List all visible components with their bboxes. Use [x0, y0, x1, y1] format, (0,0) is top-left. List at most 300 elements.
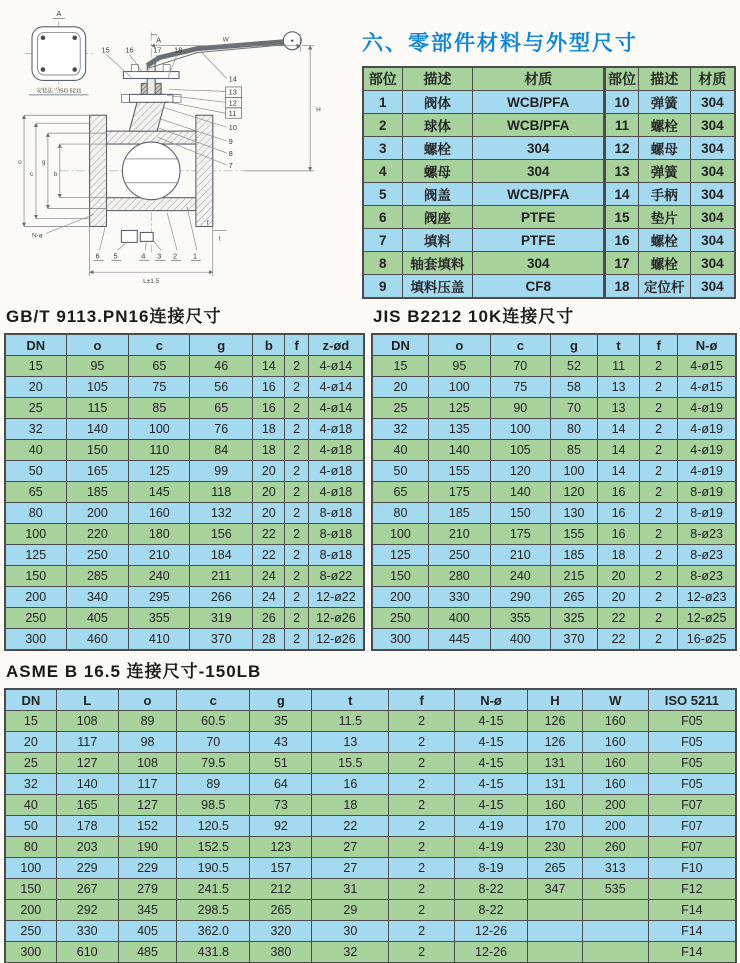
column-header: 材质 [690, 67, 735, 91]
table-cell: 2 [285, 419, 308, 440]
table-cell: 18 [253, 419, 285, 440]
table-cell: F12 [648, 879, 736, 900]
table-cell: 4-ø15 [678, 356, 736, 377]
table-cell: 12 [605, 137, 638, 160]
table-cell: 160 [582, 753, 648, 774]
gbt-pn16-section [4, 302, 365, 651]
table-cell: 170 [528, 816, 583, 837]
table-cell: 160 [129, 503, 190, 524]
table-cell: 2 [640, 545, 678, 566]
table-cell: 2 [389, 879, 455, 900]
table-cell: 304 [690, 229, 735, 252]
part-callout: 5 [113, 251, 118, 261]
table-cell [528, 921, 583, 942]
table-cell: 14 [598, 419, 640, 440]
table-cell: 20 [253, 503, 285, 524]
table-cell: 18 [598, 545, 640, 566]
table-row [372, 503, 736, 524]
table-cell: 180 [129, 524, 190, 545]
table-cell: 16 [253, 377, 285, 398]
table-row [5, 774, 736, 795]
column-header: f [389, 689, 455, 711]
table-cell: 292 [56, 900, 118, 921]
table-cell: F10 [648, 858, 736, 879]
table-cell: 160 [582, 774, 648, 795]
table-cell: 80 [5, 837, 56, 858]
dim-f: f [206, 219, 209, 227]
table-cell: 2 [285, 524, 308, 545]
table-cell: 2 [285, 608, 308, 629]
table-cell: 285 [66, 566, 129, 587]
table-cell: 螺母 [402, 160, 473, 183]
table-cell: 阀座 [402, 206, 473, 229]
table-cell: 89 [177, 774, 250, 795]
table-cell: 92 [250, 816, 312, 837]
table-cell: 123 [250, 837, 312, 858]
column-header: f [640, 334, 678, 356]
table-cell: 4-ø15 [678, 377, 736, 398]
table-cell: 13 [598, 377, 640, 398]
table-cell: 185 [428, 503, 490, 524]
iso5211-note: 安装法兰ISO 5211 [36, 88, 82, 95]
column-header: 描述 [638, 67, 690, 91]
table-cell: 4-15 [455, 732, 528, 753]
table-row [5, 816, 736, 837]
section-title-jis: JIS B2212 10K连接尺寸 [373, 307, 575, 326]
table-cell: F14 [648, 900, 736, 921]
table-cell: 100 [550, 461, 597, 482]
table-cell: F14 [648, 942, 736, 963]
table-row [5, 503, 364, 524]
table-cell: 6 [363, 206, 402, 229]
table-cell: 2 [640, 629, 678, 651]
part-callout: 16 [125, 45, 134, 55]
table-cell: 150 [66, 440, 129, 461]
table-row [363, 160, 735, 183]
table-cell: 11.5 [312, 711, 389, 732]
table-cell: 319 [190, 608, 253, 629]
table-cell: 190.5 [177, 858, 250, 879]
table-cell: 4-ø18 [308, 440, 364, 461]
table-cell: 轴套填料 [402, 252, 473, 275]
table-cell: 117 [56, 732, 118, 753]
table-cell: 2 [389, 921, 455, 942]
table-cell: 355 [490, 608, 550, 629]
table-cell: 215 [550, 566, 597, 587]
part-callout: 15 [101, 45, 110, 55]
table-cell: 2 [389, 732, 455, 753]
table-cell: 117 [118, 774, 176, 795]
table-cell: 145 [129, 482, 190, 503]
table-cell: 14 [605, 183, 638, 206]
table-row [5, 566, 364, 587]
table-cell: 211 [190, 566, 253, 587]
table-cell: 95 [66, 356, 129, 377]
dim-h: H [316, 106, 321, 114]
table-cell [582, 900, 648, 921]
table-cell: 185 [66, 482, 129, 503]
table-cell: 156 [190, 524, 253, 545]
part-callout: 7 [228, 160, 233, 170]
table-cell: 295 [129, 587, 190, 608]
table-cell: 304 [690, 275, 735, 299]
table-cell: 65 [372, 482, 428, 503]
table-cell: 22 [253, 524, 285, 545]
table-cell: WCB/PFA [473, 183, 605, 206]
table-cell: 2 [389, 816, 455, 837]
table-cell: 313 [582, 858, 648, 879]
table-cell: 12-ø25 [678, 608, 736, 629]
ball [122, 142, 180, 200]
table-cell: 200 [582, 795, 648, 816]
table-cell: 16 [598, 524, 640, 545]
table-cell: 8-ø23 [678, 566, 736, 587]
table-cell: 300 [372, 629, 428, 651]
table-cell: 阀盖 [402, 183, 473, 206]
column-header: t [598, 334, 640, 356]
table-row [363, 91, 735, 114]
table-cell: 20 [5, 377, 66, 398]
column-header: DN [5, 689, 56, 711]
table-cell: 螺栓 [402, 137, 473, 160]
table-cell: 4-15 [455, 795, 528, 816]
table-cell: 266 [190, 587, 253, 608]
table-cell: 15 [5, 711, 56, 732]
table-cell: 108 [56, 711, 118, 732]
table-cell: 40 [5, 795, 56, 816]
table-cell: 150 [5, 566, 66, 587]
table-cell: 75 [129, 377, 190, 398]
table-cell: 13 [605, 160, 638, 183]
table-cell: 2 [640, 419, 678, 440]
column-header: g [250, 689, 312, 711]
table-cell: 22 [598, 629, 640, 651]
asme-150lb-table [4, 688, 737, 963]
table-row [5, 900, 736, 921]
table-cell: 阀体 [402, 91, 473, 114]
table-cell: 2 [285, 377, 308, 398]
column-header: g [550, 334, 597, 356]
table-cell: 150 [490, 503, 550, 524]
table-cell: 27 [312, 858, 389, 879]
table-cell: 50 [5, 816, 56, 837]
table-cell: 31 [312, 879, 389, 900]
table-cell: 260 [582, 837, 648, 858]
bonnet [129, 101, 165, 131]
table-cell: 2 [285, 629, 308, 651]
table-cell: 127 [118, 795, 176, 816]
table-cell: 330 [428, 587, 490, 608]
table-cell: 8-22 [455, 879, 528, 900]
table-cell: WCB/PFA [473, 114, 605, 137]
table-cell: 132 [190, 503, 253, 524]
table-cell: 1 [363, 91, 402, 114]
table-row [363, 252, 735, 275]
table-cell: 填料压盖 [402, 275, 473, 299]
table-cell: 32 [5, 774, 56, 795]
table-cell: 184 [190, 545, 253, 566]
table-cell: 178 [56, 816, 118, 837]
table-cell: 320 [250, 921, 312, 942]
table-cell: 16 [605, 229, 638, 252]
table-cell: 9 [363, 275, 402, 299]
dim-t: t [218, 235, 221, 243]
table-cell: 15 [5, 356, 66, 377]
table-cell: 98 [118, 732, 176, 753]
parts-material-table [362, 66, 736, 299]
table-cell: F05 [648, 774, 736, 795]
table-cell: 250 [428, 545, 490, 566]
table-row [5, 837, 736, 858]
asme-150lb-section [4, 657, 737, 963]
table-cell: 70 [177, 732, 250, 753]
table-cell: 32 [312, 942, 389, 963]
table-row [5, 356, 364, 377]
table-cell: 2 [285, 566, 308, 587]
part-callout: 9 [228, 137, 233, 147]
table-cell: 2 [389, 942, 455, 963]
table-cell: 120 [550, 482, 597, 503]
table-cell: 347 [528, 879, 583, 900]
table-row [363, 229, 735, 252]
table-cell: 51 [250, 753, 312, 774]
table-cell: 22 [598, 608, 640, 629]
table-cell: 定位杆 [638, 275, 690, 299]
table-cell: 15 [372, 356, 428, 377]
table-row [5, 482, 364, 503]
jis-10k-table [371, 333, 737, 651]
table-cell [528, 942, 583, 963]
ball-valve-cross-section [2, 2, 360, 300]
table-cell: 325 [550, 608, 597, 629]
table-cell: 100 [5, 524, 66, 545]
table-cell: 70 [490, 356, 550, 377]
dim-l: L±1.5 [143, 278, 160, 286]
table-cell: 362.0 [177, 921, 250, 942]
table-cell: 100 [372, 524, 428, 545]
header-row [363, 67, 735, 91]
table-cell: 弹簧 [638, 91, 690, 114]
table-cell: 340 [66, 587, 129, 608]
table-cell: 手柄 [638, 183, 690, 206]
table-cell: 95 [428, 356, 490, 377]
part-callout: 18 [174, 45, 183, 55]
table-cell: 140 [428, 440, 490, 461]
table-cell: 16 [598, 482, 640, 503]
part-callout: 8 [228, 148, 233, 158]
table-cell: 175 [428, 482, 490, 503]
table-cell: 380 [250, 942, 312, 963]
table-cell: 2 [285, 482, 308, 503]
table-cell: 24 [253, 566, 285, 587]
table-cell: F07 [648, 795, 736, 816]
table-cell: 240 [129, 566, 190, 587]
table-cell: 50 [5, 461, 66, 482]
column-header: L [56, 689, 118, 711]
table-cell: F05 [648, 732, 736, 753]
table-cell: 18 [312, 795, 389, 816]
table-cell: 345 [118, 900, 176, 921]
table-cell: 2 [640, 608, 678, 629]
column-header: DN [372, 334, 428, 356]
part-callout: 4 [141, 251, 146, 261]
column-header: o [66, 334, 129, 356]
section-title-parts: 六、零部件材料与外型尺寸 [362, 32, 638, 55]
table-row [372, 461, 736, 482]
table-cell: 13 [312, 732, 389, 753]
table-cell: 58 [550, 377, 597, 398]
table-cell: 8-ø23 [678, 524, 736, 545]
table-cell: 250 [5, 608, 66, 629]
table-cell: 4-ø18 [308, 461, 364, 482]
table-cell: 150 [372, 566, 428, 587]
table-cell: 14 [598, 440, 640, 461]
drain-plug [121, 230, 137, 242]
table-cell: 200 [372, 587, 428, 608]
dim-n-holes: N-ø [31, 232, 43, 240]
mounting-plate [123, 72, 179, 79]
table-cell: F07 [648, 816, 736, 837]
table-cell: 70 [550, 398, 597, 419]
table-cell: 20 [372, 377, 428, 398]
table-cell: 185 [550, 545, 597, 566]
table-cell: 80 [550, 419, 597, 440]
table-cell: 8-ø18 [308, 545, 364, 566]
table-cell: 12-ø26 [308, 629, 364, 651]
table-cell: 2 [285, 503, 308, 524]
column-header: f [285, 334, 308, 356]
table-row [5, 440, 364, 461]
table-cell: 7 [363, 229, 402, 252]
table-cell: 203 [56, 837, 118, 858]
column-header: DN [5, 334, 66, 356]
part-callout: 12 [228, 98, 237, 108]
table-row [5, 587, 364, 608]
table-row [5, 942, 736, 963]
table-cell: 12-ø23 [678, 587, 736, 608]
table-row [5, 524, 364, 545]
table-cell: 填料 [402, 229, 473, 252]
table-cell: 84 [190, 440, 253, 461]
table-cell: 304 [473, 160, 605, 183]
table-row [363, 183, 735, 206]
table-cell: 160 [582, 732, 648, 753]
table-cell: 4-ø19 [678, 398, 736, 419]
table-cell: 2 [640, 398, 678, 419]
table-cell: 15.5 [312, 753, 389, 774]
table-cell: 100 [428, 377, 490, 398]
table-cell: 40 [372, 440, 428, 461]
table-cell: 115 [66, 398, 129, 419]
table-cell: 25 [5, 753, 56, 774]
table-cell: 405 [66, 608, 129, 629]
view-label-a: A [56, 8, 62, 18]
table-cell: 80 [372, 503, 428, 524]
column-header: 描述 [402, 67, 473, 91]
table-cell: 304 [690, 114, 735, 137]
table-cell: 2 [363, 114, 402, 137]
table-cell: 250 [66, 545, 129, 566]
part-callout: 14 [228, 74, 237, 84]
column-header: N-ø [455, 689, 528, 711]
table-cell: 8-ø18 [308, 503, 364, 524]
table-cell: 10 [605, 91, 638, 114]
table-row [5, 753, 736, 774]
table-cell: 56 [190, 377, 253, 398]
table-cell: 200 [5, 587, 66, 608]
table-cell: 12-26 [455, 942, 528, 963]
table-row [363, 275, 735, 299]
table-cell: 14 [253, 356, 285, 377]
table-cell: PTFE [473, 206, 605, 229]
table-cell: 160 [528, 795, 583, 816]
table-cell: 32 [372, 419, 428, 440]
table-cell: 100 [5, 858, 56, 879]
part-callout: 17 [153, 45, 162, 55]
valve-technical-drawing [2, 2, 360, 300]
table-cell: 304 [690, 252, 735, 275]
table-row [5, 398, 364, 419]
table-cell: 2 [285, 587, 308, 608]
table-cell: CF8 [473, 275, 605, 299]
cut-plane-label-a: A [156, 35, 162, 45]
table-cell: 265 [550, 587, 597, 608]
table-cell: 螺栓 [638, 229, 690, 252]
table-cell: 12-ø22 [308, 587, 364, 608]
table-cell: 2 [640, 461, 678, 482]
table-cell: 8-22 [455, 900, 528, 921]
table-cell: 140 [66, 419, 129, 440]
dim-c: c [30, 170, 34, 178]
table-row [5, 629, 364, 651]
column-header: o [428, 334, 490, 356]
table-cell: 280 [428, 566, 490, 587]
table-row [372, 440, 736, 461]
table-cell: 32 [5, 419, 66, 440]
table-row [5, 921, 736, 942]
table-cell: 200 [5, 900, 56, 921]
table-cell: 4-ø14 [308, 377, 364, 398]
table-cell: 2 [389, 900, 455, 921]
table-cell: 8-19 [455, 858, 528, 879]
table-cell: 300 [5, 942, 56, 963]
table-cell: 2 [285, 356, 308, 377]
table-cell: 400 [490, 629, 550, 651]
table-cell: 20 [598, 566, 640, 587]
table-cell: 2 [285, 440, 308, 461]
table-cell: 11 [598, 356, 640, 377]
table-cell: 15 [605, 206, 638, 229]
table-cell: 30 [312, 921, 389, 942]
table-row [372, 356, 736, 377]
table-row [372, 566, 736, 587]
table-cell: 304 [690, 91, 735, 114]
table-row [5, 879, 736, 900]
table-cell: 52 [550, 356, 597, 377]
table-cell: 螺母 [638, 137, 690, 160]
column-header: o [118, 689, 176, 711]
table-cell: 175 [490, 524, 550, 545]
table-cell: 152.5 [177, 837, 250, 858]
table-cell: 155 [550, 524, 597, 545]
table-cell: 98.5 [177, 795, 250, 816]
table-cell: 85 [550, 440, 597, 461]
table-cell: 弹簧 [638, 160, 690, 183]
table-cell: 2 [640, 356, 678, 377]
table-cell: 200 [582, 816, 648, 837]
table-cell: 330 [56, 921, 118, 942]
table-cell: 135 [428, 419, 490, 440]
